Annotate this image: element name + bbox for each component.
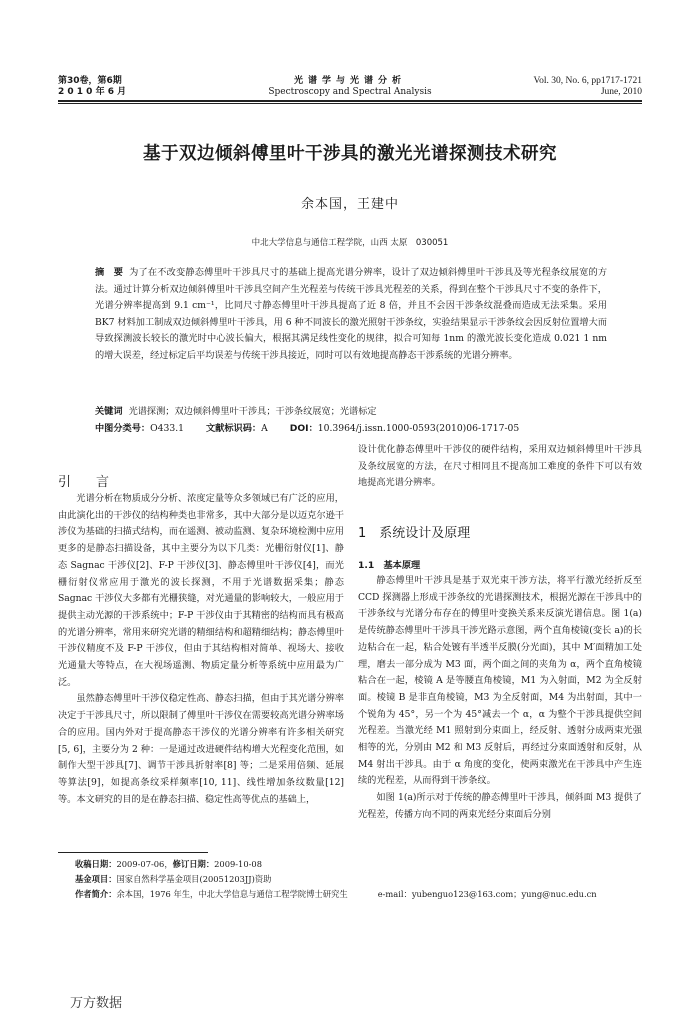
volume-issue: 第30卷，第6期 <box>58 76 122 86</box>
author-email: e-mail：yubenguo123@163.com；yung@nuc.edu.cn <box>377 889 597 899</box>
clc-label: 中图分类号： <box>95 423 151 434</box>
body-paragraph: 静态傅里叶干涉具是基于双光束干涉方法，将平行激光经折反至 CCD 探测器上形成干涉条纹的光谱探测技术，根据光源在干涉具中的干涉条纹与光谱分布存在的傅里叶变换关系来反演光谱信息。图 1(a)是传统静态傅里叶干涉具干涉光路示意图，两个直角棱镜(变长 a)的长边粘合在一起，粘合处镀有半透半反膜(分光面)，其中 M′面精加工处理，磨去一部分成为 M3 面，两个面之间的夹角为 α，两个直角棱镜粘合在一起，棱镜 A 是等腰直角棱镜，M1 为入射面，M2 为全反射面。棱镜 B 是非直角棱镜，M3 为全反射面，M4 为出射面，其中一个锐角为 45°，另一个为 45°减去一个 α，α 为整个干涉具提供空间光程差。当激光经 M1 照射到分束面上，经反射、透射分成两束光强相等的光，分别由 M2 和 M3 反射后，再经过分束面透射和反射，从 M4 射出干涉具。由于 α 角度的变化，使两束激光在干涉具中产生连续的光程差，从而得到干涉条纹。 <box>358 575 642 787</box>
right-column-continuation <box>358 442 642 492</box>
revised-label: 修订日期： <box>172 859 215 869</box>
revised-date: 2009-10-08 <box>214 859 262 869</box>
paper-affiliation: 中北大学信息与通信工程学院，山西 太原 030051 <box>251 238 449 248</box>
abstract-text: 为了在不改变静态傅里叶干涉具尺寸的基础上提高光谱分辨率，设计了双边倾斜傅里叶干涉具及等光程条纹展宽的方法。通过计算分析双边倾斜傅里叶干涉具空间产生光程差与传统干涉具光程差的关系，得到在整个干涉具尺寸不变的条件下，光谱分辨率提高到 9.1 cm⁻¹，比同尺寸静态傅里叶干涉具提高了近 8 倍，并且不会因干涉条纹混叠而造成无法采集。采用 BK7 材料加工制成双边倾斜傅里叶干涉具，用 6 种不同波长的激光照射干涉条纹，实验结果显示干涉条纹会因反射位置增大而导致探测波长较长的激光时中心波长偏大，根据其满足线性变化的规律，拟合可知每 1nm 的激光波长变化造成 0.021 1 nm 的增大误差，经过标定后平均误差与传统干涉具接近，同时可以有效地提高静态干涉系统的光谱分辨率。 <box>95 267 608 361</box>
intro-body <box>58 491 344 808</box>
intro-paragraph: 光谱分析在物质成分分析、浓度定量等众多领域已有广泛的应用，由此演化出的干涉仪的结构种类也非常多，其中大部分是以迈克尔逊干涉仪为基础的扫描式结构，而在遥测、被动监测、复杂环境检测中应用更多的是静态扫描设备，其中主要分为以下几类：光栅衍射仪[1]、静态 Sagnac 干涉仪[2]、F-P 干涉仪[3]、静态傅里叶干涉仪[4]，而光栅衍射仪常应用于激光的波长探测，不用于光谱数据采集；静态 Sagnac 干涉仪大多都有光栅狭缝，对光通量的影响较大，一般应用于提供主动光源的干涉系统中；F-P 干涉仪由于其精密的结构而具有极高的光谱分辨率，常用来研究光谱的精细结构和超精细结构；静态傅里叶干涉仪精度不及 F-P 干涉仪，但由于其结构相对简单、视场大、接收光通量大等特点，在大视场遥测、物质定量分析等系统中应用最为广泛。 <box>58 493 344 688</box>
section-body <box>358 573 642 824</box>
classification-line <box>95 421 635 437</box>
watermark: 万方数据 <box>70 996 123 1011</box>
fund-text: 国家自然科学基金项目(20051203JJ)资助 <box>116 874 272 884</box>
footnote-rule <box>58 852 208 853</box>
continuation-paragraph: 设计优化静态傅里叶干涉仪的硬件结构，采用双边倾斜傅里叶干涉具及条纹展宽的方法，在尺寸相同且不提高加工难度的条件下可以有效地提高光谱分辨率。 <box>358 444 642 489</box>
section-heading: 1 系统设计及原理 <box>358 526 471 541</box>
volume-pages: Vol. 30, No. 6, pp1717-1721 <box>533 76 642 86</box>
keywords-label: 关键词 <box>95 406 123 417</box>
footnote-dates <box>75 858 262 870</box>
abstract <box>95 265 607 365</box>
doi-value: 10.3964/j.issn.1000-0593(2010)06-1717-05 <box>317 423 520 434</box>
received-label: 收稿日期： <box>75 859 117 869</box>
abstract-label: 摘 要 <box>95 267 124 278</box>
clc-value: O433.1 <box>150 423 184 434</box>
intro-heading: 引 言 <box>58 475 116 490</box>
header-rule-thin <box>58 103 642 104</box>
issue-date: 2 0 1 0 年 6 月 <box>58 87 127 97</box>
keywords <box>95 404 607 420</box>
paper-authors: 余本国，王建中 <box>300 197 399 212</box>
doi-label: DOI： <box>289 423 318 434</box>
author-bio-label: 作者简介： <box>75 889 117 899</box>
footnote-author <box>75 888 597 900</box>
fund-label: 基金项目： <box>75 874 117 884</box>
footnote-fund <box>75 873 271 885</box>
paper-title: 基于双边倾斜傅里叶干涉具的激光光谱探测技术研究 <box>143 144 557 164</box>
journal-name-cn: 光谱学与光谱分析 <box>293 76 406 86</box>
doc-code-label: 文献标识码： <box>205 423 262 434</box>
header-rule-thick <box>58 100 642 102</box>
doc-code-value: A <box>261 423 268 434</box>
subsection-heading: 1.1 基本原理 <box>358 560 421 571</box>
body-paragraph: 如图 1(a)所示对于传统的静态傅里叶干涉具，倾斜面 M3 提供了光程差，传播方向不同的两束光经分束面后分别 <box>358 792 642 820</box>
publish-month: June, 2010 <box>600 87 642 97</box>
received-date: 2009-07-06， <box>116 859 173 869</box>
journal-name <box>230 76 470 98</box>
journal-issue <box>58 76 126 98</box>
intro-paragraph: 虽然静态傅里叶干涉仪稳定性高、静态扫描，但由于其光谱分辨率决定于干涉具尺寸，所以限制了傅里叶干涉仪在需要较高光谱分辨率场合的应用。国内外对于提高静态干涉仪的光谱分辨率有许多相关研究[5, 6]，主要分为 2 种：一是通过改进硬件结构增大光程变化范围，如制作大型干涉具[7]、调节干涉具折射率[8] 等；二是采用倍频、延展等算法[9]，如提高条纹采样频率[10, 11]、线性增加条纹数量[12] 等。本文研究的目的是在静态扫描、稳定性高等优点的基础上， <box>58 693 344 805</box>
journal-name-en: Spectroscopy and Spectral Analysis <box>268 87 432 97</box>
keywords-text: 光谱探测；双边倾斜傅里叶干涉具；干涉条纹展宽；光谱标定 <box>128 406 377 417</box>
journal-pages <box>533 76 642 98</box>
author-bio: 余本国，1976 年生，中北大学信息与通信工程学院博士研究生 <box>116 889 348 899</box>
